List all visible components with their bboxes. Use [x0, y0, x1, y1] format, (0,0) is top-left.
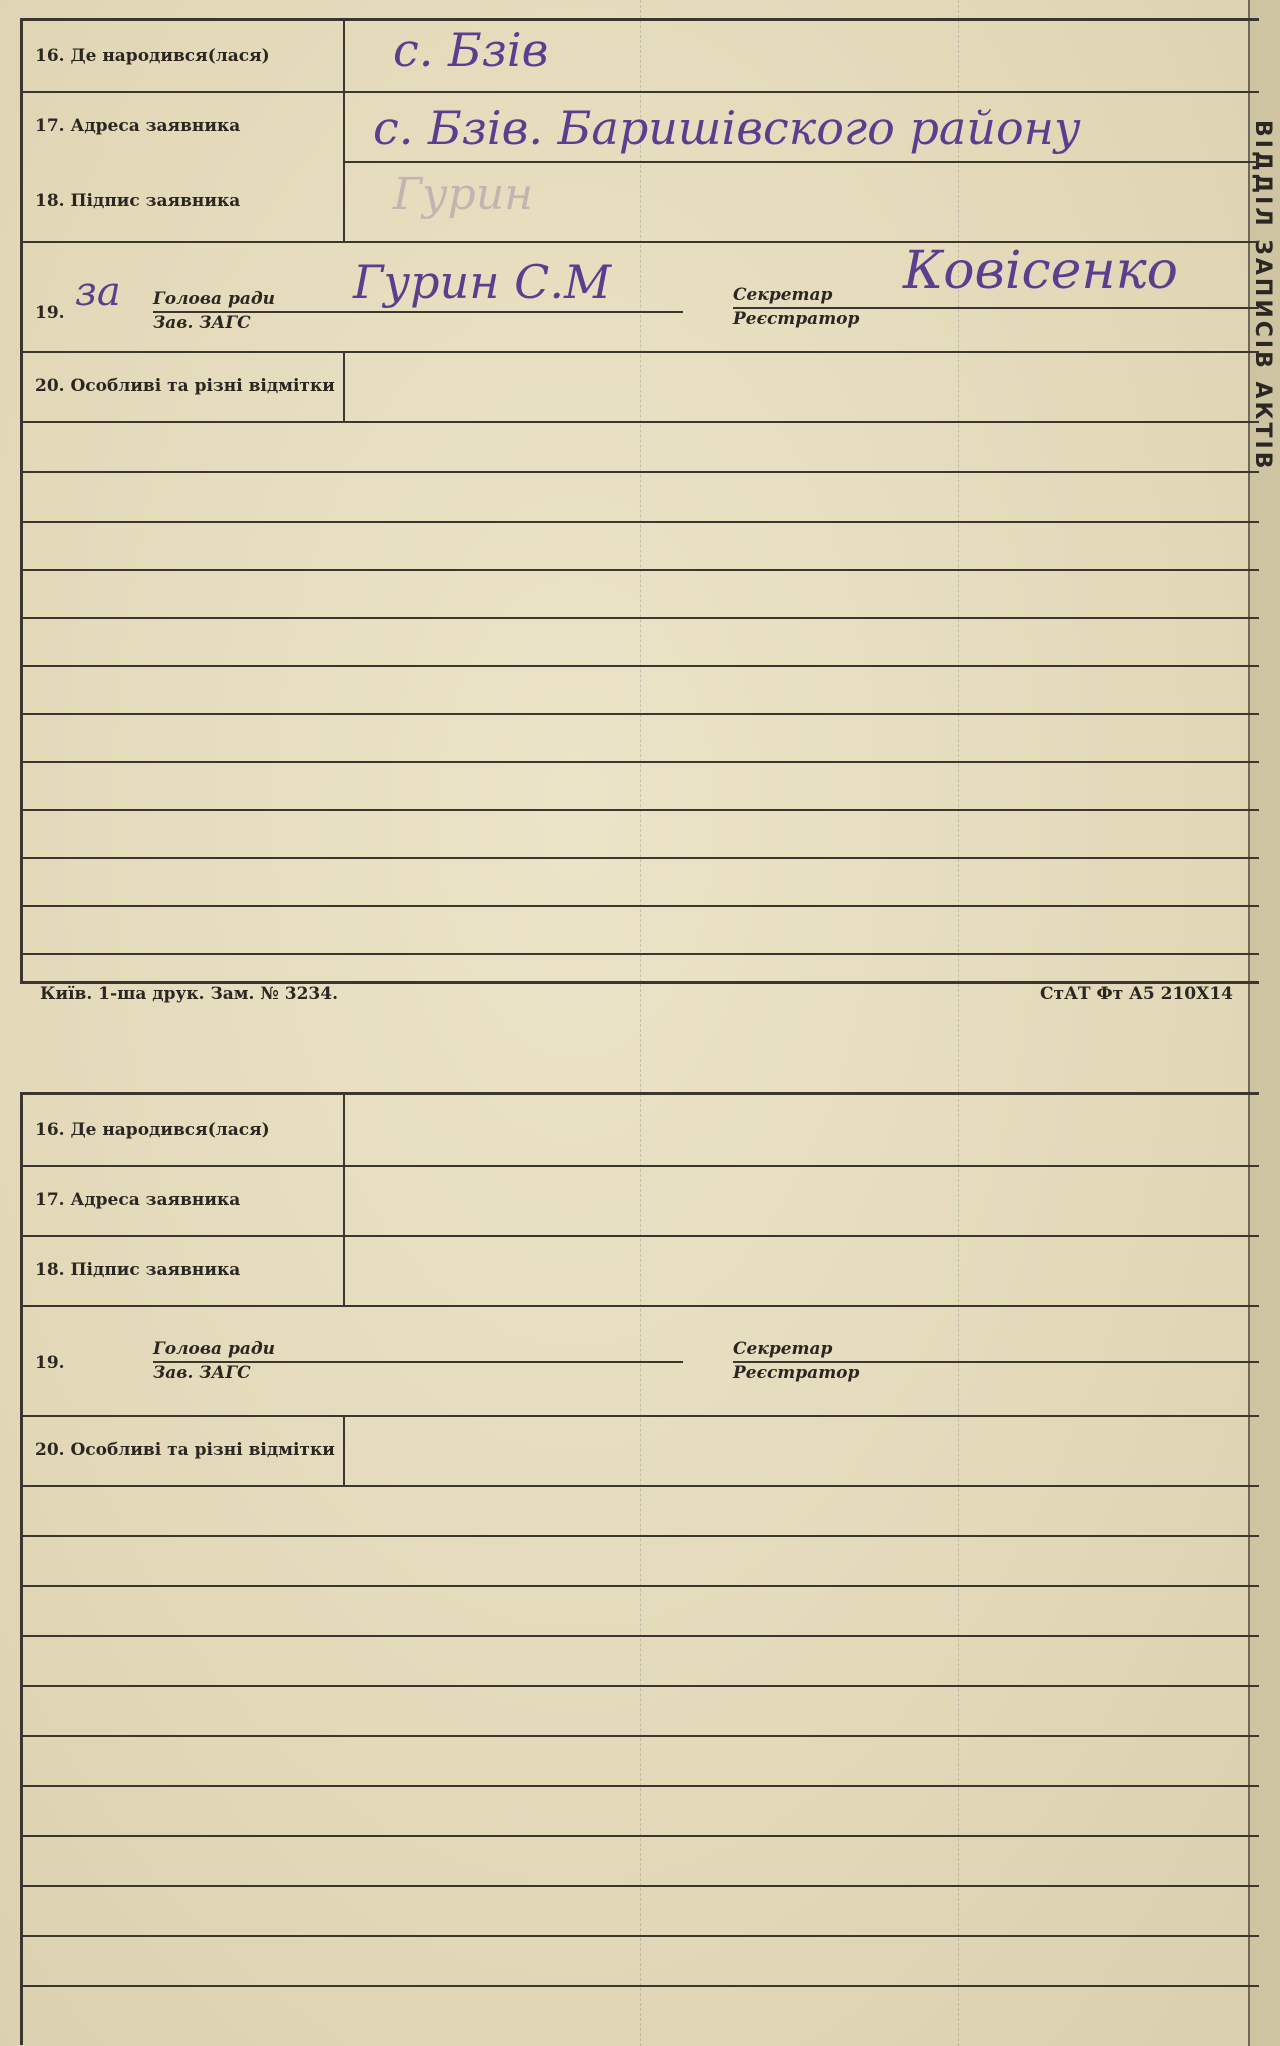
- top-secretary-signature: Ковісенко: [903, 241, 1178, 301]
- bottom-row-18: [23, 1235, 1259, 1307]
- form-code: СтАТ Фт А5 210Х14: [1040, 984, 1233, 1004]
- bottom-ruled-line: [23, 1735, 1259, 1737]
- top-head-label: Голова ради: [153, 289, 276, 309]
- bottom-ruled-line: [23, 1585, 1259, 1587]
- bottom-row16-label: 16. Де народився(лася): [23, 1095, 345, 1165]
- bottom-head-label2: Зав. ЗАГС: [153, 1363, 251, 1383]
- bottom-row-19: [23, 1305, 1259, 1417]
- top-ruled-line: [23, 905, 1259, 907]
- bottom-ruled-line: [23, 1935, 1259, 1937]
- top-ruled-line: [23, 569, 1259, 571]
- bottom-ruled-line: [23, 1985, 1259, 1987]
- top-ruled-line: [23, 521, 1259, 523]
- bottom-ruled-line: [23, 1635, 1259, 1637]
- top-secretary-label: Секретар: [733, 285, 833, 305]
- top-row18-value: Гурин: [393, 169, 534, 220]
- bottom-ruled-line: [23, 1885, 1259, 1887]
- bottom-secretary-signature-line: [733, 1361, 1259, 1363]
- top-registrar-label: Реєстратор: [733, 309, 860, 329]
- top-row-16: [23, 21, 1259, 93]
- bottom-form: [20, 1092, 1259, 2045]
- top-row19-number: 19.: [35, 303, 65, 323]
- bottom-ruled-line: [23, 1685, 1259, 1687]
- printer-note: Київ. 1-ша друк. Зам. № 3234.: [40, 984, 338, 1004]
- top-row20-label: 20. Особливі та різні відмітки: [23, 351, 345, 421]
- bottom-row19-number: 19.: [35, 1353, 65, 1373]
- top-ruled-line: [23, 471, 1259, 473]
- top-ruled-line: [23, 665, 1259, 667]
- bottom-row-16: [23, 1095, 1259, 1167]
- top-row-19: [23, 241, 1259, 353]
- bottom-head-label: Голова ради: [153, 1339, 276, 1359]
- top-row17-label: 17. Адреса заявника: [23, 91, 345, 161]
- bottom-secretary-label: Секретар: [733, 1339, 833, 1359]
- top-row-17: [23, 91, 1259, 161]
- top-row-20: [23, 351, 1259, 423]
- top-row16-label: 16. Де народився(лася): [23, 21, 345, 91]
- top-head-label2: Зав. ЗАГС: [153, 313, 251, 333]
- top-form: [20, 18, 1259, 984]
- top-ruled-line: [23, 713, 1259, 715]
- bottom-row-20: [23, 1415, 1259, 1487]
- bottom-ruled-line: [23, 1785, 1259, 1787]
- top-secretary-signature-line: [733, 307, 1259, 309]
- bottom-ruled-line: [23, 1835, 1259, 1837]
- bottom-head-signature-line: [153, 1361, 683, 1363]
- top-ruled-line: [23, 761, 1259, 763]
- top-ruled-line: [23, 809, 1259, 811]
- bottom-row20-label: 20. Особливі та різні відмітки: [23, 1415, 345, 1485]
- top-head-signature-line: [153, 311, 683, 313]
- top-row16-value: с. Бзів: [393, 23, 549, 77]
- top-row19-prefix: за: [75, 269, 121, 315]
- top-ruled-line: [23, 953, 1259, 955]
- adjacent-page-text: ВІДДІЛ ЗАПИСІВ АКТІВ: [1250, 120, 1275, 472]
- top-ruled-line: [23, 617, 1259, 619]
- top-head-signature: Гурин С.М: [353, 255, 612, 309]
- top-row18-label: 18. Підпис заявника: [23, 161, 345, 241]
- top-ruled-line: [23, 857, 1259, 859]
- top-row17-value: с. Бзів. Баришівского району: [373, 101, 1081, 155]
- top-row-18: [23, 161, 1259, 243]
- bottom-row-17: [23, 1165, 1259, 1237]
- bottom-row18-label: 18. Підпис заявника: [23, 1235, 345, 1305]
- bottom-registrar-label: Реєстратор: [733, 1363, 860, 1383]
- bottom-ruled-line: [23, 1535, 1259, 1537]
- bottom-row17-label: 17. Адреса заявника: [23, 1165, 345, 1235]
